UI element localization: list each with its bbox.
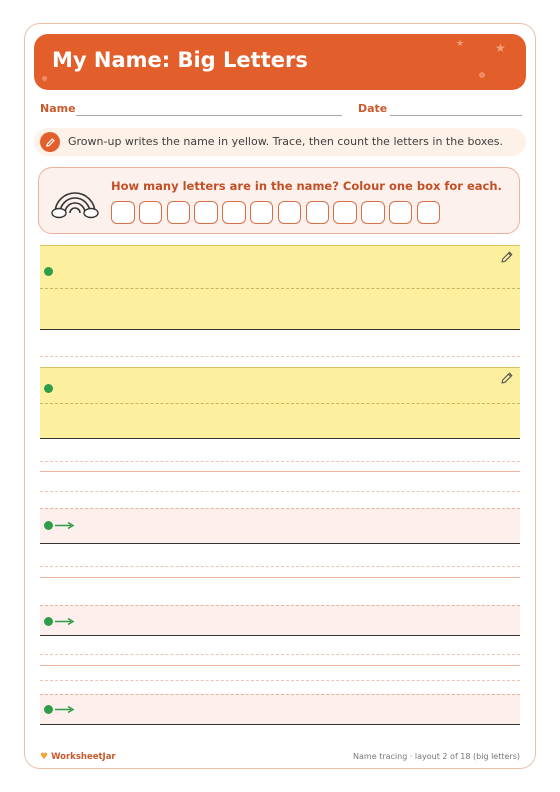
baseline [40, 724, 520, 725]
start-dot [44, 384, 53, 393]
instruction-bar [34, 128, 526, 156]
brand-name: WorksheetJar [51, 752, 116, 762]
decor-dot [42, 76, 47, 81]
top-line [40, 577, 520, 578]
start-dot [44, 617, 53, 626]
baseline [40, 438, 520, 439]
pencil-icon [40, 132, 60, 152]
baseline [40, 543, 520, 544]
arrow-right-icon [55, 617, 75, 626]
start-dot [44, 521, 53, 530]
count-box[interactable] [139, 201, 163, 224]
start-dot [44, 705, 53, 714]
practice-band[interactable] [40, 605, 520, 636]
top-line [40, 665, 520, 666]
heart-icon: ♥ [40, 752, 49, 762]
name-label: Name [40, 102, 76, 115]
descender-line [40, 356, 520, 357]
baseline [40, 635, 520, 636]
count-question: How many letters are in the name? Colour one box for each. [111, 179, 502, 193]
practice-band[interactable] [40, 508, 520, 544]
pencil-icon [500, 250, 514, 264]
midline [40, 288, 520, 289]
rainbow-icon [51, 185, 99, 219]
count-box[interactable] [306, 201, 330, 224]
midline [40, 680, 520, 681]
pencil-icon [500, 371, 514, 385]
count-box[interactable] [167, 201, 191, 224]
count-box[interactable] [111, 201, 135, 224]
date-label: Date [358, 102, 388, 115]
baseline [40, 329, 520, 330]
letter-count-card [38, 167, 520, 234]
star-icon: ★ [456, 39, 465, 49]
arrow-right-icon [55, 705, 75, 714]
practice-band[interactable] [40, 694, 520, 725]
count-box[interactable] [417, 201, 441, 224]
count-box[interactable] [333, 201, 357, 224]
count-boxes [111, 201, 440, 224]
descender-line [40, 461, 520, 462]
count-box[interactable] [222, 201, 246, 224]
count-box[interactable] [389, 201, 413, 224]
footer-note: Name tracing · layout 2 of 18 (big letters) [353, 752, 520, 761]
start-dot [44, 267, 53, 276]
name-field[interactable] [76, 115, 342, 116]
instruction-text: Grown-up writes the name in yellow. Trace, then count the letters in the boxes. [68, 135, 504, 148]
count-box[interactable] [361, 201, 385, 224]
star-icon: ★ [495, 41, 506, 55]
count-box[interactable] [194, 201, 218, 224]
header-banner [34, 34, 526, 90]
descender-line [40, 566, 520, 567]
top-line [40, 471, 520, 472]
descender-line [40, 654, 520, 655]
midline [40, 403, 520, 404]
footer-brand [40, 752, 116, 762]
date-field[interactable] [390, 115, 522, 116]
count-box[interactable] [250, 201, 274, 224]
page-title: My Name: Big Letters [52, 48, 308, 72]
arrow-right-icon [55, 521, 75, 530]
decor-dot [479, 72, 485, 78]
midline [40, 491, 520, 492]
count-box[interactable] [278, 201, 302, 224]
